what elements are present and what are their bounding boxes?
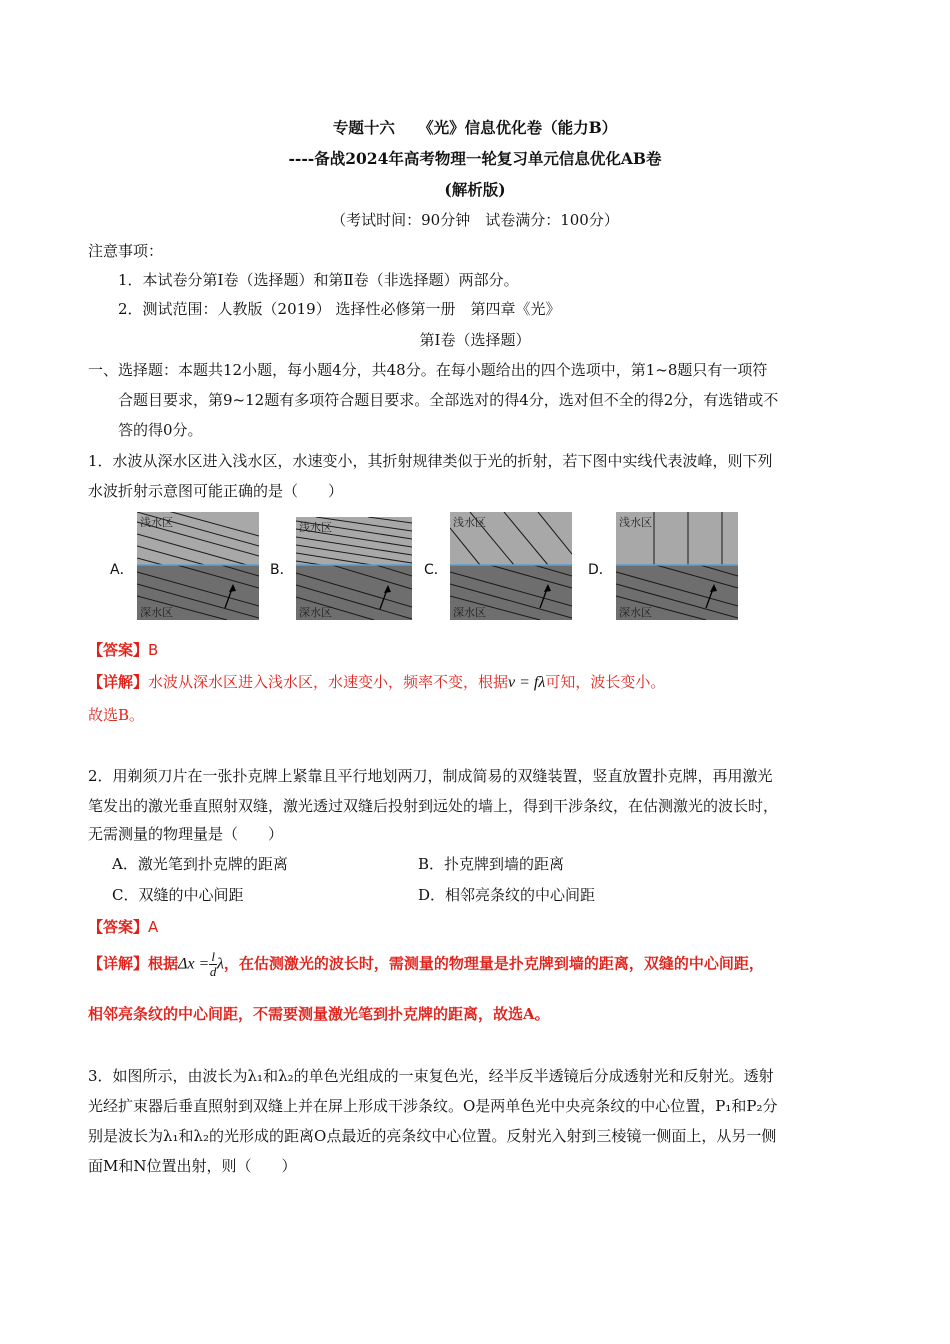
q1-figure-a [137, 512, 259, 620]
detail-tag: 【详解】 [88, 673, 149, 691]
q2-answer [88, 916, 158, 937]
shallow-zone-label: 浅水区 [453, 516, 486, 529]
q1-figure-b [296, 517, 412, 620]
deep-zone-label: 深水区 [453, 606, 486, 619]
notes-item-1: 1．本试卷分第Ⅰ卷（选择题）和第Ⅱ卷（非选择题）两部分。 [118, 271, 519, 289]
q2-option-b: B．扑克牌到墙的距离 [418, 855, 565, 873]
detail-text-end: ，在估测激光的波长时，需测量的物理量是扑克牌到墙的距离，双缝的中心间距， [223, 954, 764, 973]
q1-detail [88, 671, 665, 692]
exam-info: （考试时间：90分钟 试卷满分：100分） [331, 211, 619, 229]
q2-option-d: D．相邻亮条纹的中心间距 [418, 886, 596, 904]
q1-figure-d [616, 512, 738, 620]
shallow-zone-label: 浅水区 [299, 521, 332, 534]
formula-rhs: λ [216, 955, 224, 973]
q1-option-c-label: C． [424, 562, 448, 578]
q2-detail-2: 相邻亮条纹的中心间距，不需要测量激光笔到扑克牌的距离，故选A。 [88, 1005, 550, 1023]
q1-answer [88, 639, 158, 660]
q2-option-a: A．激光笔到扑克牌的距离 [112, 855, 288, 873]
answer-value: A [148, 918, 159, 936]
doc-subtitle: ----备战2024年高考物理一轮复习单元信息优化AB卷 [288, 149, 662, 168]
formula-fraction [209, 950, 217, 979]
q1-conclusion: 故选B。 [88, 706, 145, 724]
q3-stem-3: 别是波长为λ₁和λ₂的光形成的距离O点最近的亮条纹中心位置。反射光入射到三棱镜一侧面上，从另一侧 [88, 1127, 777, 1145]
answer-tag: 【答案】 [88, 918, 149, 936]
detail-text: 根据 [148, 954, 179, 973]
section-instructions-1: 一、选择题：本题共12小题，每小题4分，共48分。在每小题给出的四个选项中，第1~8题只有一项符 [88, 361, 768, 379]
section-instructions-3: 答的得0分。 [118, 421, 203, 439]
answer-value: B [148, 641, 159, 659]
deep-zone-label: 深水区 [619, 606, 652, 619]
q2-stem-3: 无需测量的物理量是（ ） [88, 825, 284, 843]
deep-zone-label: 深水区 [140, 606, 173, 619]
doc-edition: (解析版) [444, 180, 506, 199]
deep-zone-label: 深水区 [299, 606, 332, 619]
q1-option-a-label: A． [110, 562, 134, 578]
detail-text: 水波从深水区进入浅水区，水速变小，频率不变，根据 [148, 673, 509, 691]
answer-tag: 【答案】 [88, 641, 149, 659]
shallow-zone-label: 浅水区 [619, 516, 652, 529]
notes-heading: 注意事项： [88, 242, 164, 260]
q1-figure-c [450, 512, 572, 620]
q1-option-d-label: D． [588, 562, 613, 578]
q2-stem-1: 2．用剃须刀片在一张扑克牌上紧靠且平行地划两刀，制成简易的双缝装置，竖直放置扑克牌，再用激光 [88, 767, 773, 785]
q3-stem-1: 3．如图所示，由波长为λ₁和λ₂的单色光组成的一束复色光，经半反半透镜后分成透射光和反射光。透射 [88, 1067, 774, 1085]
formula-denominator: d [209, 964, 217, 979]
section-instructions-2: 合题目要求，第9~12题有多项符合题目要求。全部选对的得4分，选对但不全的得2分，有选错或不 [118, 391, 779, 409]
formula-lhs: Δx = [178, 955, 210, 973]
q1-option-b-label: B． [270, 562, 294, 578]
q2-detail [88, 950, 764, 979]
q2-option-c: C．双缝的中心间距 [112, 886, 244, 904]
q1-stem-2: 水波折射示意图可能正确的是（ ） [88, 482, 344, 500]
formula-wave-speed: v = fλ [508, 674, 546, 691]
notes-item-2: 2．测试范围：人教版（2019） 选择性必修第一册 第四章《光》 [118, 300, 561, 318]
detail-text-end: 可知，波长变小。 [545, 673, 666, 691]
q2-stem-2: 笔发出的激光垂直照射双缝，激光透过双缝后投射到远处的墙上，得到干涉条纹，在估测激光的波长时， [88, 797, 779, 815]
q3-stem-4: 面M和N位置出射，则（ ） [88, 1157, 297, 1175]
q1-stem-1: 1．水波从深水区进入浅水区，水速变小，其折射规律类似于光的折射，若下图中实线代表波峰，则下列 [88, 452, 773, 470]
shallow-zone-label: 浅水区 [140, 516, 173, 529]
q3-stem-2: 光经扩束器后垂直照射到双缝上并在屏上形成干涉条纹。O是两单色光中央亮条纹的中心位置，P₁和P₂分 [88, 1097, 778, 1115]
section-title: 第Ⅰ卷（选择题） [419, 331, 531, 349]
doc-title: 专题十六 《光》信息优化卷（能力B） [332, 118, 618, 137]
formula-numerator: l [211, 949, 215, 964]
detail-tag: 【详解】 [88, 954, 149, 973]
